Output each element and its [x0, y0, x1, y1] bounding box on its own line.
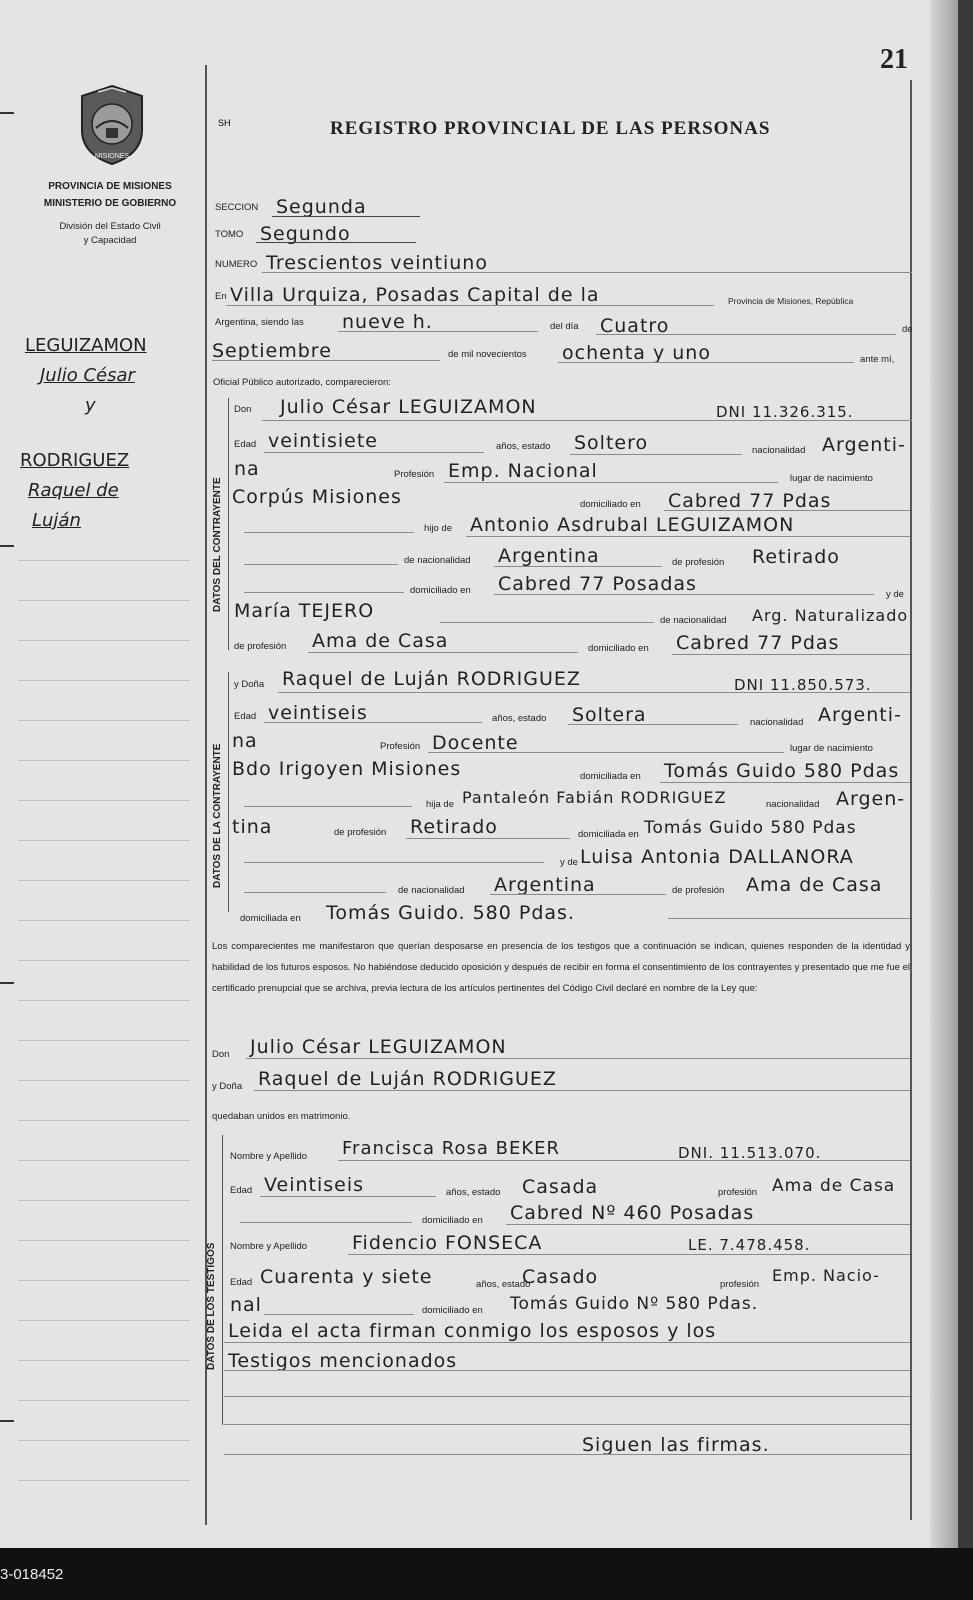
en-label: En [215, 291, 227, 302]
bride-age: veintiseis [268, 702, 368, 724]
place-value: Villa Urquiza, Posadas Capital de la [230, 284, 600, 306]
del-dia-label: del día [550, 321, 579, 332]
lugar-label: lugar de nacimiento [790, 473, 873, 484]
united-label: quedaban unidos en matrimonio. [212, 1111, 351, 1122]
dom-label-5: domiciliada en [578, 829, 639, 840]
w2-doc: LE. 7.478.458. [688, 1236, 811, 1254]
groom-nationality: Argenti- [822, 434, 906, 456]
groom-mother: María TEJERO [234, 600, 375, 622]
w2-anos-label: años, estado [476, 1279, 531, 1290]
bride-nationality-2: na [232, 730, 258, 752]
org-division: División del Estado Civil [59, 221, 161, 232]
w1-dom-label: domiciliado en [422, 1215, 483, 1226]
y-de-label-2: y de [560, 857, 578, 868]
decl-groom: Julio César LEGUIZAMON [250, 1036, 507, 1058]
punch-mark [0, 982, 14, 984]
w2-prof-2: nal [230, 1294, 262, 1316]
groom-status: Soltero [574, 432, 649, 454]
w1-prof-label: profesión [718, 1187, 758, 1198]
margin-bride-given: Raquel de [28, 480, 119, 501]
hour-value: nueve h. [342, 311, 433, 333]
de-nac-label: de nacionalidad [404, 555, 471, 566]
w2-name: Fidencio FONSECA [352, 1232, 543, 1254]
tomo-value: Segundo [260, 223, 351, 245]
seccion-label: SECCION [215, 202, 259, 213]
bride-section-label: DATOS DE LA CONTRAYENTE [212, 743, 223, 888]
w2-status: Casado [522, 1266, 599, 1288]
de-prof-label-4: de profesión [672, 885, 725, 896]
dona-label: y Doña [234, 679, 265, 690]
bride-address: Tomás Guido 580 Pdas [664, 760, 900, 782]
dom-label: domiciliado en [580, 499, 641, 510]
groom-father-addr: Cabred 77 Posadas [498, 573, 697, 595]
w1-edad-label: Edad [230, 1185, 253, 1196]
bride-father-nat-2: tina [232, 816, 273, 838]
groom-nationality-2: na [234, 458, 260, 480]
de-prof-label-2: de profesión [234, 641, 287, 652]
closing-line-1: Leida el acta firman conmigo los esposos y los [228, 1320, 717, 1342]
right-margin-line [910, 80, 912, 1520]
prof-label-2: Profesión [380, 741, 421, 752]
groom-section-bracket [228, 398, 229, 650]
reference-number: 3-018452 [0, 1566, 64, 1583]
page-edge [930, 0, 958, 1548]
w1-status: Casada [522, 1176, 599, 1198]
groom-address: Cabred 77 Pdas [668, 490, 832, 512]
groom-father-prof: Retirado [752, 546, 840, 568]
dom-label-6: domiciliada en [240, 913, 301, 924]
bride-name: Raquel de Luján RODRIGUEZ [282, 668, 581, 690]
edad-label: Edad [234, 439, 257, 450]
groom-dni: DNI 11.326.315. [716, 403, 854, 421]
anos-label: años, estado [496, 441, 551, 452]
groom-father: Antonio Asdrubal LEGUIZAMON [470, 514, 795, 536]
w1-age: Veintiseis [264, 1174, 365, 1196]
w2-dom-label: domiciliado en [422, 1305, 483, 1316]
y-de-label: y de [886, 589, 904, 600]
dom-label-4: domiciliada en [580, 771, 641, 782]
province-seal-icon [76, 84, 148, 166]
decl-don-label: Don [212, 1049, 230, 1060]
w2-edad-label: Edad [230, 1277, 253, 1288]
page-number: 21 [880, 44, 908, 75]
anos-label-2: años, estado [492, 713, 547, 724]
witness-section-label: DATOS DE LOS TESTIGOS [206, 1242, 217, 1370]
bride-status: Soltera [572, 704, 647, 726]
month-value: Septiembre [212, 340, 332, 362]
seccion-value: Segunda [276, 196, 367, 218]
de-prof-label-3: de profesión [334, 827, 387, 838]
dom-label-3: domiciliado en [588, 643, 649, 654]
groom-profession: Emp. Nacional [448, 460, 598, 482]
bride-birthplace: Bdo Irigoyen Misiones [232, 758, 462, 780]
w1-nombre-label: Nombre y Apellido [230, 1151, 308, 1162]
year-label: de mil novecientos [448, 349, 527, 360]
signatures-note: Siguen las firmas. [582, 1434, 770, 1456]
oficial-label: Oficial Público autorizado, comparecieron: [213, 377, 391, 388]
margin-groom-surname: LEGUIZAMON [25, 335, 147, 356]
hija-label: hija de [426, 799, 454, 810]
de-nac-label-3: de nacionalidad [398, 885, 465, 896]
closing-line-2: Testigos mencionados [228, 1350, 458, 1372]
bride-father-prof: Retirado [410, 816, 498, 838]
nac-label-2: nacionalidad [750, 717, 804, 728]
nac-label: nacionalidad [752, 445, 806, 456]
groom-birthplace: Corpús Misiones [232, 486, 402, 508]
decl-dona-label: y Doña [212, 1081, 243, 1092]
groom-section-label: DATOS DEL CONTRAYENTE [212, 477, 223, 612]
margin-and: y [85, 395, 96, 416]
margin-bride-given-2: Luján [32, 510, 81, 531]
bride-mother-addr: Tomás Guido. 580 Pdas. [326, 902, 575, 924]
bride-profession: Docente [432, 732, 519, 754]
org-division-2: y Capacidad [83, 235, 137, 246]
scan-bottom-strip [0, 1548, 973, 1600]
bride-nationality: Argenti- [818, 704, 902, 726]
numero-value: Trescientos veintiuno [266, 252, 488, 274]
bride-mother-nat: Argentina [494, 874, 596, 896]
groom-mother-nat: Arg. Naturalizado [752, 606, 909, 625]
w1-prof: Ama de Casa [772, 1176, 896, 1196]
page-title: REGISTRO PROVINCIAL DE LAS PERSONAS [330, 118, 771, 139]
nac-label-3: nacionalidad [766, 799, 820, 810]
margin-groom-given: Julio César [40, 365, 135, 386]
tomo-label: TOMO [215, 229, 244, 240]
groom-mother-addr: Cabred 77 Pdas [676, 632, 840, 654]
form-code: SH [218, 118, 231, 128]
decl-bride: Raquel de Luján RODRIGUEZ [258, 1068, 557, 1090]
dom-label-2: domiciliado en [410, 585, 471, 596]
org-ministry: MINISTERIO DE GOBIERNO [43, 198, 177, 209]
de-nac-label-2: de nacionalidad [660, 615, 727, 626]
bride-father-addr: Tomás Guido 580 Pdas [644, 818, 857, 838]
numero-label: NUMERO [215, 259, 258, 270]
provincia-label: Provincia de Misiones, República [728, 296, 854, 306]
org-province: PROVINCIA DE MISIONES [48, 181, 172, 192]
don-label: Don [234, 404, 252, 415]
groom-father-nat: Argentina [498, 545, 600, 567]
bride-father: Pantaleón Fabián RODRIGUEZ [462, 788, 727, 807]
w2-nombre-label: Nombre y Apellido [230, 1241, 308, 1252]
year-value: ochenta y uno [562, 342, 711, 364]
w2-prof: Emp. Nacio- [772, 1266, 880, 1285]
declaration-text: Los comparecientes me manifestaron que querían desposarse en presencia de los testigos que a continuación se indican, quienes responden de la identidad y habilidad de los futuros esposos. No habiéndose deducido oposición y después de recibir en forma el consentimiento de los contrayentes y presentado que me fue el certificado prenupcial que se archiva, previa lectura de los artículos pertinentes del Código Civil declaré en nombre de la Ley que: [212, 941, 910, 994]
groom-age: veintisiete [268, 430, 378, 452]
argentina-label: Argentina, siendo las [215, 317, 304, 328]
margin-bride-surname: RODRIGUEZ [20, 450, 130, 471]
w1-doc: DNI. 11.513.070. [678, 1144, 822, 1162]
punch-mark [0, 112, 14, 114]
edad-label-2: Edad [234, 711, 257, 722]
w2-prof-label: profesión [720, 1279, 760, 1290]
de-prof-label: de profesión [672, 557, 725, 568]
bride-dni: DNI 11.850.573. [734, 676, 872, 694]
punch-mark [0, 1420, 14, 1422]
witness-section-bracket [222, 1135, 223, 1425]
bride-section-bracket [228, 672, 229, 912]
groom-name: Julio César LEGUIZAMON [280, 396, 537, 418]
w2-age: Cuarenta y siete [260, 1266, 433, 1288]
ante-label: ante mí, [860, 354, 895, 365]
w1-addr: Cabred Nº 460 Posadas [510, 1202, 755, 1224]
w1-anos-label: años, estado [446, 1187, 501, 1198]
lugar-label-2: lugar de nacimiento [790, 743, 873, 754]
prof-label: Profesión [394, 469, 435, 480]
seal-text: MISIONES [94, 153, 130, 160]
day-value: Cuatro [600, 315, 670, 337]
w1-name: Francisca Rosa BEKER [342, 1138, 561, 1159]
de-label: de [902, 324, 913, 335]
hijo-label: hijo de [424, 523, 452, 534]
punch-mark [0, 545, 14, 547]
bride-father-nat: Argen- [836, 788, 906, 810]
w2-addr: Tomás Guido Nº 580 Pdas. [510, 1294, 759, 1314]
bride-mother: Luisa Antonia DALLANORA [580, 846, 854, 868]
groom-mother-prof: Ama de Casa [312, 630, 449, 652]
bride-mother-prof: Ama de Casa [746, 874, 883, 896]
